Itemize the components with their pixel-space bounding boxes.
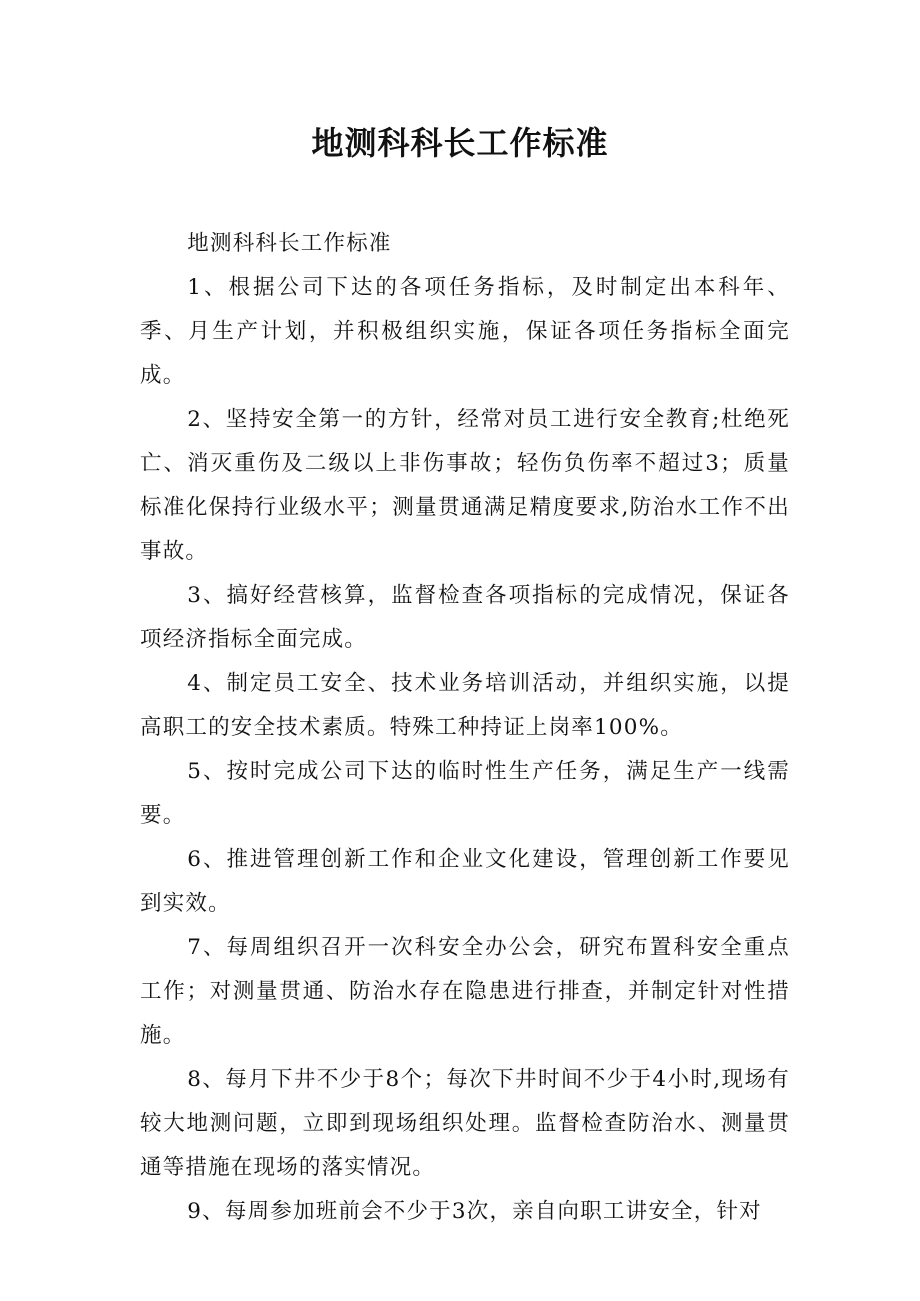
- paragraph-item-3: 3、搞好经营核算，监督检查各项指标的完成情况，保证各项经济指标全面完成。: [140, 583, 790, 652]
- paragraph-item-6: 6、推进管理创新工作和企业文化建设，管理创新工作要见到实效。: [140, 847, 790, 916]
- document-body: [140, 222, 790, 1234]
- paragraph-subtitle: 地测科科长工作标准: [187, 231, 392, 256]
- paragraph-item-7: 7、每周组织召开一次科安全办公会，研究布置科安全重点工作；对测量贯通、防治水存在隐患进行排查，并制定针对性措施。: [140, 935, 790, 1048]
- paragraph-item-2: 2、坚持安全第一的方针，经常对员工进行安全教育;杜绝死亡、消灭重伤及二级以上非伤事故；轻伤负伤率不超过3；质量标准化保持行业级水平；测量贯通满足精度要求,防治水工作不出事故。: [140, 407, 790, 564]
- paragraph-item-1: 1、根据公司下达的各项任务指标，及时制定出本科年、季、月生产计划，并积极组织实施，保证各项任务指标全面完成。: [140, 275, 790, 388]
- paragraph-item-5: 5、按时完成公司下达的临时性生产任务，满足生产一线需要。: [140, 759, 790, 828]
- paragraph-item-4: 4、制定员工安全、技术业务培训活动，并组织实施，以提高职工的安全技术素质。特殊工种持证上岗率100%。: [140, 671, 790, 740]
- paragraph-item-9: 9、每周参加班前会不少于3次，亲自向职工讲安全，针对: [187, 1199, 762, 1224]
- document-title: 地测科科长工作标准: [311, 124, 609, 162]
- paragraph-item-8: 8、每月下井不少于8个；每次下井时间不少于4小时,现场有较大地测问题，立即到现场组织处理。监督检查防治水、测量贯通等措施在现场的落实情况。: [140, 1067, 790, 1180]
